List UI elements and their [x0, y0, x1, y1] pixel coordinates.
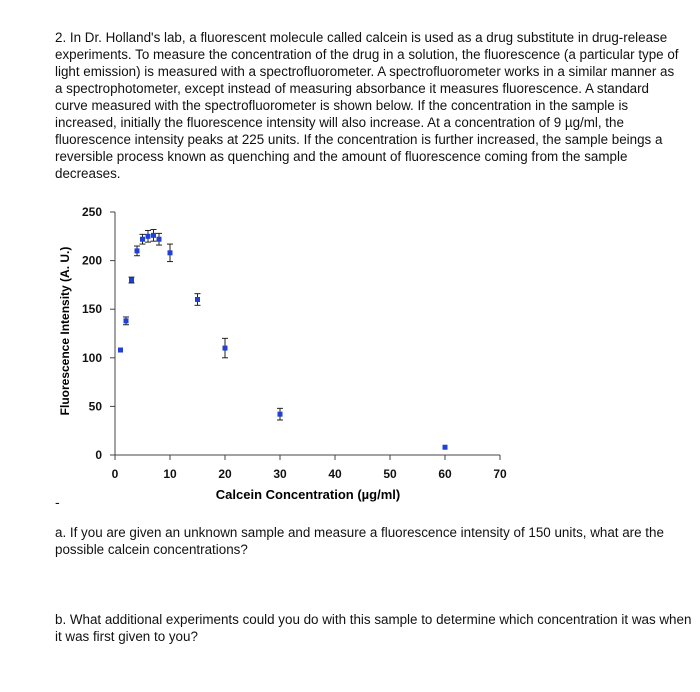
data-point — [140, 234, 146, 244]
data-point — [443, 445, 448, 450]
x-tick-label: 20 — [218, 467, 232, 481]
point-marker — [223, 346, 228, 351]
point-marker — [443, 445, 448, 450]
data-point — [167, 244, 173, 261]
y-tick-label: 150 — [81, 302, 102, 317]
y-tick-label: 0 — [95, 448, 102, 462]
y-tick-label: 250 — [81, 205, 102, 219]
x-tick-label: 70 — [493, 467, 507, 481]
data-point — [145, 230, 151, 242]
data-point — [195, 294, 201, 306]
point-marker — [118, 348, 123, 353]
point-marker — [129, 278, 134, 283]
stray-dash: - — [55, 494, 60, 510]
y-tick-label: 50 — [88, 399, 102, 414]
point-marker — [140, 237, 145, 242]
point-marker — [168, 250, 173, 255]
x-tick-label: 30 — [273, 467, 287, 481]
problem-intro: 2. In Dr. Holland's lab, a fluorescent molecule called calcein is used as a drug substitute in drug-release experiments. To measure the concentration of the drug in a solution, the fluorescence (a particular type of light emission) is measured with a spectrofluorometer. A spectrofluorometer works in a similar manner as a spectrophotometer, except instead of measuring absorbance it measures fluorescence. A standard curve measured with the spectrofluorometer is shown below. If the concentration in the sample is increased, initially the fluorescence intensity will also increase. At a concentration of 9 µg/ml, the fluorescence intensity peaks at 225 units. If the concentration is further increased, the sample beings a reversible process known as quenching and the amount of fluorescence coming from the sample decreases. — [55, 30, 679, 181]
y-tick-label: 200 — [81, 253, 102, 268]
point-marker — [157, 237, 162, 242]
question-b: b. What additional experiments could you do with this sample to determine which concentration it was when it was first given to you? — [55, 612, 692, 644]
point-marker — [151, 233, 156, 238]
point-marker — [195, 297, 200, 302]
x-tick-label: 10 — [163, 467, 177, 481]
point-marker — [278, 412, 283, 417]
point-marker — [146, 234, 151, 239]
question-a: a. If you are given an unknown sample and measure a fluorescence intensity of 150 units, what are the possible calcein concentrations? — [55, 525, 664, 557]
point-marker — [135, 248, 140, 253]
x-tick-label: 40 — [328, 467, 342, 481]
y-tick-label: 100 — [81, 350, 102, 365]
data-point — [129, 277, 135, 283]
data-point — [134, 246, 140, 256]
y-axis-label: Fluorescence Intensity (A. U.) — [58, 246, 72, 416]
data-point — [118, 348, 123, 353]
data-point — [277, 408, 283, 420]
chart-ticks — [82, 205, 507, 481]
chart-points — [118, 229, 448, 449]
x-tick-label: 60 — [438, 467, 452, 481]
data-point — [222, 338, 228, 357]
data-point — [156, 233, 162, 245]
data-point — [123, 317, 129, 325]
x-tick-label: 50 — [383, 467, 397, 481]
x-axis-label: Calcein Concentration (µg/ml) — [215, 487, 401, 502]
data-point — [151, 229, 157, 241]
x-tick-label: 0 — [111, 467, 119, 481]
point-marker — [124, 318, 129, 323]
chart-axes — [115, 212, 500, 455]
